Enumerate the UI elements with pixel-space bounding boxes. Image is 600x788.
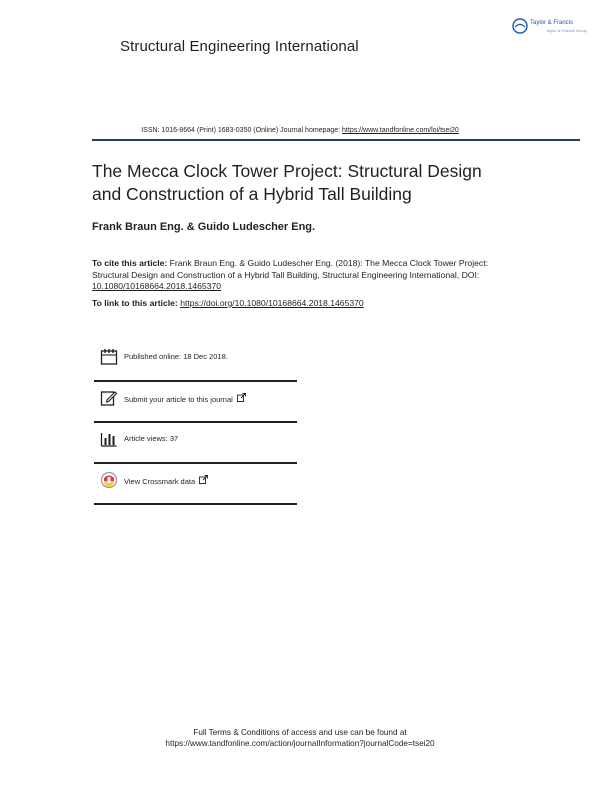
crossmark-link[interactable]: [124, 475, 208, 486]
article-title: [92, 160, 562, 206]
footer: [0, 727, 600, 749]
submit-article-row[interactable]: [94, 379, 297, 419]
submit-article-text: Submit your article to this journal: [124, 395, 233, 404]
publisher-logo[interactable]: [510, 14, 586, 40]
article-title-line2: and Construction of a Hybrid Tall Building: [92, 184, 412, 204]
calendar-icon: [100, 348, 118, 366]
external-link-icon: [237, 393, 246, 402]
publisher-logo-sub: Taylor & Francis Group: [546, 28, 587, 33]
article-title-line1: The Mecca Clock Tower Project: Structural Design: [92, 161, 482, 181]
footer-terms-text: Full Terms & Conditions of access and use can be found at: [193, 728, 407, 737]
journal-title: Structural Engineering International: [120, 38, 359, 55]
published-online-row: [94, 338, 297, 378]
article-link-block: [92, 298, 522, 310]
article-views-row: [94, 420, 297, 460]
cite-doi-link[interactable]: 10.1080/10168664.2018.1465370: [92, 281, 222, 291]
info-divider: [94, 503, 297, 505]
citation-block: [92, 258, 522, 293]
publisher-logo-brand: Taylor & Francis: [530, 20, 574, 26]
cite-text: Frank Braun Eng. & Guido Ludescher Eng. (2018): The Mecca Clock Tower Project: Structural Design and Construction of a Hybrid Tall Building, Structural Engineering International, DOI:: [92, 258, 488, 280]
article-authors: Frank Braun Eng. & Guido Ludescher Eng.: [92, 221, 316, 233]
published-online-text: Published online: 18 Dec 2018.: [124, 352, 228, 361]
issn-line: [0, 127, 600, 134]
crossmark-icon: [100, 471, 118, 489]
article-doi-link[interactable]: https://doi.org/10.1080/10168664.2018.1465370: [180, 298, 364, 308]
article-views-text: Article views: 37: [124, 434, 179, 443]
header-divider: [92, 139, 580, 141]
link-label: To link to this article:: [92, 298, 181, 308]
cite-label: To cite this article:: [92, 258, 168, 268]
submit-article-link[interactable]: [124, 393, 246, 404]
publisher-logo-icon: [512, 18, 528, 34]
footer-journal-info-link[interactable]: https://www.tandfonline.com/action/journalInformation?journalCode=tsei20: [165, 739, 435, 748]
bar-chart-icon: [100, 430, 118, 448]
external-link-icon: [199, 475, 208, 484]
journal-homepage-link[interactable]: https://www.tandfonline.com/loi/tsei20: [342, 127, 459, 134]
issn-text: ISSN: 1016-8664 (Print) 1683-0350 (Online) Journal homepage:: [141, 127, 343, 134]
crossmark-text: View Crossmark data: [124, 477, 196, 486]
crossmark-row[interactable]: [94, 461, 297, 501]
edit-icon: [100, 389, 118, 407]
